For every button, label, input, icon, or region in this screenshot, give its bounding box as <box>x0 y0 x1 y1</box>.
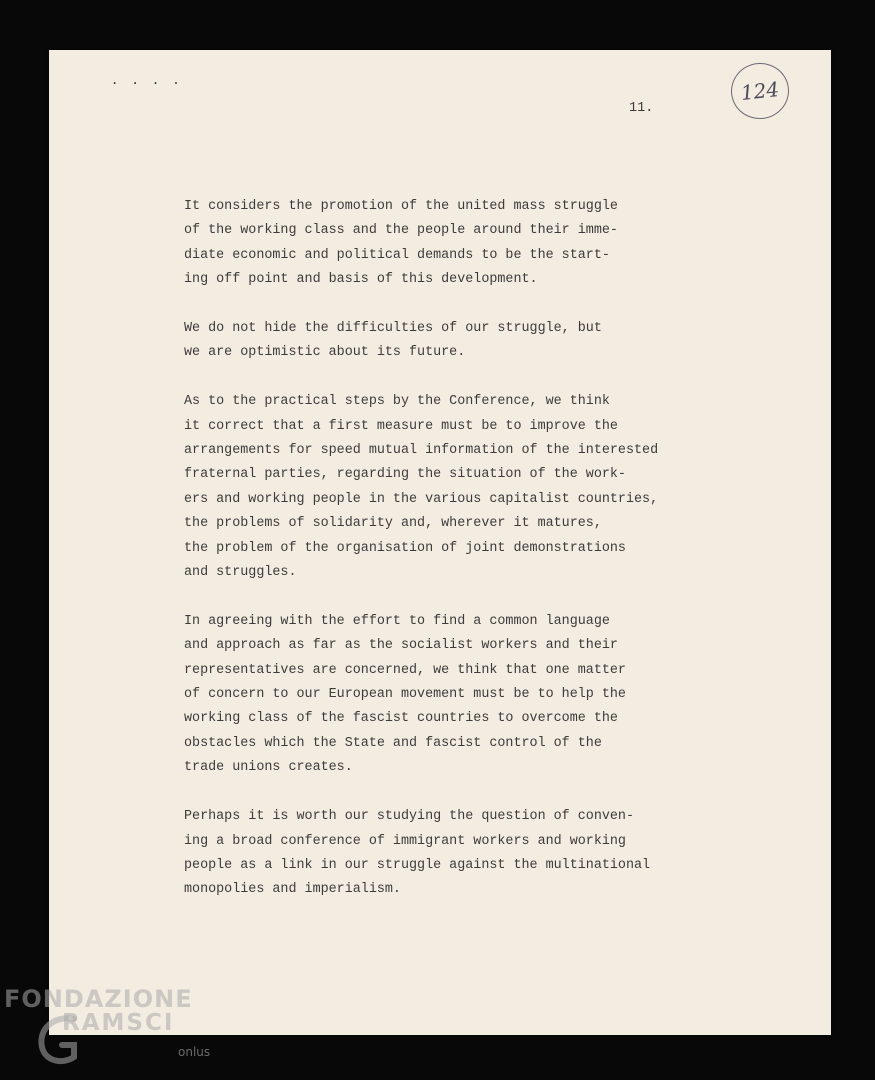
text-line: ing off point and basis of this development. <box>184 272 538 288</box>
text-line: arrangements for speed mutual information of the interested <box>184 443 659 459</box>
text-line: and struggles. <box>184 565 297 581</box>
text-line: diate economic and political demands to be the start- <box>184 247 610 263</box>
text-line: fraternal parties, regarding the situation of the work- <box>184 467 626 483</box>
text-line: working class of the fascist countries to overcome the <box>184 711 618 727</box>
typed-marks: . . . . <box>111 73 183 87</box>
text-line: the problem of the organisation of joint demonstrations <box>184 540 626 556</box>
text-line: obstacles which the State and fascist control of the <box>184 735 602 751</box>
watermark-line1: FONDAZIONE <box>4 985 193 1013</box>
text-line: Perhaps it is worth our studying the question of conven- <box>184 809 634 825</box>
paragraph <box>184 610 744 781</box>
text-line: and approach as far as the socialist workers and their <box>184 638 618 654</box>
text-line: ers and working people in the various capitalist countries, <box>184 491 659 507</box>
paragraph <box>184 390 744 585</box>
text-line: monopolies and imperialism. <box>184 882 401 898</box>
text-line: the problems of solidarity and, wherever it matures, <box>184 516 602 532</box>
document-body <box>184 195 744 927</box>
fondazione-gramsci-watermark <box>4 985 224 1075</box>
text-line: ing a broad conference of immigrant workers and working <box>184 833 626 849</box>
watermark-suffix: onlus <box>178 1045 211 1059</box>
archive-number-stamp: 124 <box>728 60 792 122</box>
text-line: It considers the promotion of the united mass struggle <box>184 199 618 214</box>
text-line: we are optimistic about its future. <box>184 345 466 361</box>
text-line: trade unions creates. <box>184 760 353 776</box>
text-line: As to the practical steps by the Conference, we think <box>184 394 610 410</box>
text-line: In agreeing with the effort to find a common language <box>184 613 610 629</box>
text-line: of concern to our European movement must be to help the <box>184 687 626 703</box>
page-number: 11. <box>629 101 654 116</box>
text-line: We do not hide the difficulties of our struggle, but <box>184 321 602 337</box>
watermark-line2: RAMSCI <box>62 1010 175 1036</box>
paragraph <box>184 195 744 293</box>
paragraph <box>184 317 744 366</box>
text-line: it correct that a first measure must be to improve the <box>184 418 618 434</box>
paragraph <box>184 805 744 903</box>
text-line: of the working class and the people around their imme- <box>184 223 618 239</box>
text-line: representatives are concerned, we think that one matter <box>184 662 626 678</box>
text-line: people as a link in our struggle against the multinational <box>184 857 651 873</box>
